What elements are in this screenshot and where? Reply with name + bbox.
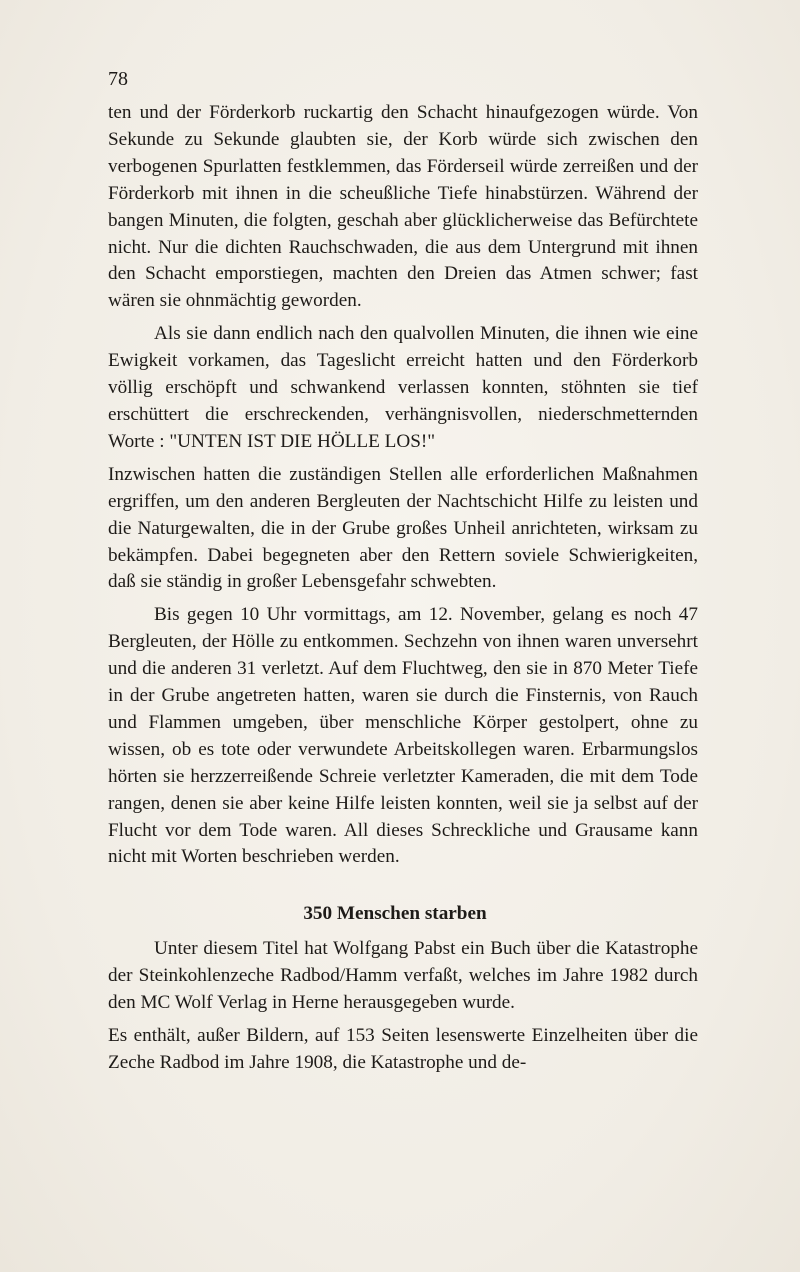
paragraph: Es enthält, außer Bildern, auf 153 Seiten lesenswerte Einzelheiten über die Zeche Radbod im Jahre 1908, die Katastrophe und de- bbox=[108, 1025, 698, 1073]
body-text bbox=[108, 100, 698, 1077]
paragraph: ten und der Förderkorb ruckartig den Schacht hinaufgezogen würde. Von Sekunde zu Sekunde glaubten sie, der Korb würde sich zwischen den verbogenen Spurlatten festklemmen, das Förderseil würde zerreißen und der Förderkorb mit ihnen in die scheußliche Tiefe hinabstürzen. Während der bangen Minuten, die folgten, geschah aber glücklicherweise das Befürchtete nicht. Nur die dichten Rauchschwaden, die aus dem Untergrund mit ihnen den Schacht emporstiegen, machten den Dreien das Atmen schwer; fast wären sie ohnmächtig geworden. bbox=[108, 102, 698, 312]
paragraph: Als sie dann endlich nach den qualvollen Minuten, die ihnen wie eine Ewigkeit vorkamen, das Tageslicht erreicht hatten und den Förderkorb völlig erschöpft und schwankend verlassen konnten, stöhnten sie tief erschüttert die erschreckenden, verhängnisvollen, niederschmetternden Worte : "UNTEN IST DIE HÖLLE LOS!" bbox=[108, 323, 698, 452]
paragraph: Unter diesem Titel hat Wolfgang Pabst ein Buch über die Katastrophe der Steinkohlenzeche Radbod/Hamm verfaßt, welches im Jahre 1982 durch den MC Wolf Verlag in Herne herausgegeben wurde. bbox=[108, 938, 698, 1014]
section-heading: 350 Menschen starben bbox=[303, 903, 487, 925]
paragraph: Inzwischen hatten die zuständigen Stellen alle erforderlichen Maßnahmen ergriffen, um den anderen Bergleuten der Nachtschicht Hilfe zu leisten und die Naturgewalten, die in der Grube großes Unheil anrichteten, wirksam zu bekämpfen. Dabei begegneten aber den Rettern soviele Schwierigkeiten, daß sie ständig in großer Lebensgefahr schwebten. bbox=[108, 463, 698, 593]
paragraph: Bis gegen 10 Uhr vormittags, am 12. November, gelang es noch 47 Bergleuten, der Hölle zu entkommen. Sechzehn von ihnen waren unversehrt und die anderen 31 verletzt. Auf dem Fluchtweg, den sie in 870 Meter Tiefe in der Grube angetreten hatten, waren sie durch die Finsternis, von Rauch und Flammen umgeben, über menschliche Körper gestolpert, ohne zu wissen, ob es tote oder verwundete Arbeitskollegen waren. Erbarmungslos hörten sie herzzerreißende Schreie verletzter Kameraden, die mit dem Tode rangen, denen sie aber keine Hilfe leisten konnten, weil sie ja selbst auf der Flucht vor dem Tode waren. All dieses Schreckliche und Grausame kann nicht mit Worten beschrieben werden. bbox=[108, 604, 698, 868]
page-number: 78 bbox=[108, 68, 128, 90]
